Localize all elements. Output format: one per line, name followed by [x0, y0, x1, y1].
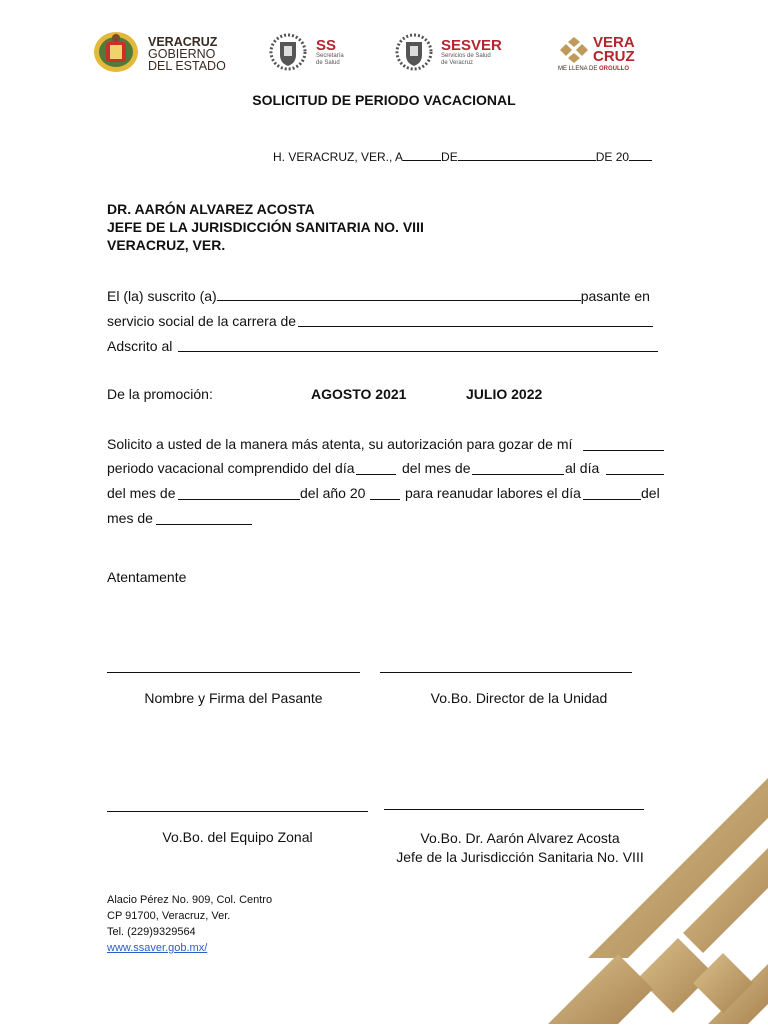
year-blank[interactable]	[629, 148, 652, 161]
veracruz-tagline	[558, 66, 629, 72]
date-prefix: H. VERACRUZ, VER., A	[273, 150, 404, 164]
request-line-3-a: del mes de	[107, 485, 176, 501]
ss-shield-icon	[268, 33, 308, 71]
sesver-title: SESVER	[441, 37, 502, 54]
mes-blank-1[interactable]	[472, 462, 564, 475]
month-blank[interactable]	[458, 148, 596, 161]
ss-sub: Secretaría	[316, 53, 344, 59]
date-de1: DE	[441, 150, 458, 164]
dia-blank-1[interactable]	[356, 462, 396, 475]
date-line	[273, 148, 652, 164]
jefe-position: Jefe de la Jurisdicción Sanitaria No. VIII	[396, 849, 644, 865]
tagline-prefix: ME LLENA DE	[558, 66, 600, 72]
name-blank[interactable]	[217, 288, 581, 301]
document-title: SOLICITUD DE PERIODO VACACIONAL	[252, 92, 516, 108]
signature-label-equipo: Vo.Bo. del Equipo Zonal	[162, 829, 313, 845]
sesver-shield-icon	[394, 33, 434, 71]
recipient-block	[107, 200, 424, 254]
closing-text: Atentamente	[107, 569, 187, 585]
request-line-3-d: del	[641, 485, 660, 501]
jefe-name: Vo.Bo. Dr. Aarón Alvarez Acosta	[420, 830, 620, 846]
veracruz-gobierno-logo-text	[148, 36, 226, 72]
footer-phone: Tel. (229)9329564	[107, 926, 196, 938]
carrera-blank[interactable]	[298, 314, 653, 327]
dia-blank-3[interactable]	[583, 487, 641, 500]
logo-line: VERACRUZ	[148, 35, 218, 49]
signature-line-director[interactable]	[380, 672, 632, 673]
adscrito-blank[interactable]	[178, 339, 658, 352]
request-text: Solicito a usted de la manera más atenta, su autorización para gozar de mí	[107, 436, 573, 452]
tagline-emph: ORGULLO	[599, 66, 630, 72]
veracruz-coat-of-arms-icon	[92, 30, 140, 74]
signature-line-pasante[interactable]	[107, 672, 360, 673]
periodo-label: periodo vacacional comprendido del día	[107, 460, 355, 476]
recipient-city: VERACRUZ, VER.	[107, 237, 226, 253]
ss-title: SS	[316, 37, 337, 54]
footer-contact	[107, 892, 272, 956]
request-line-3-b: del año 20	[300, 485, 366, 501]
sesver-logo-text	[441, 38, 502, 67]
mes-label-1: del mes de	[402, 460, 471, 476]
request-line-4: mes de	[107, 510, 153, 526]
carrera-label: servicio social de la carrera de	[107, 313, 297, 329]
logo-line: GOBIERNO	[148, 47, 216, 61]
body-line-1	[107, 288, 650, 304]
promo-label: De la promoción:	[107, 386, 213, 402]
sesver-sub: de Veracruz	[441, 60, 474, 66]
footer-cp: CP 91700, Veracruz, Ver.	[107, 910, 231, 922]
recipient-position: JEFE DE LA JURISDICCIÓN SANITARIA NO. VIII	[107, 219, 424, 235]
footer-website-link[interactable]: www.ssaver.gob.mx/	[107, 942, 208, 954]
signature-label-director: Vo.Bo. Director de la Unidad	[430, 690, 608, 706]
brand-line: VERA	[593, 34, 635, 51]
logo-line: DEL ESTADO	[148, 59, 226, 73]
ss-logo-text	[316, 38, 344, 67]
mes-blank-2[interactable]	[178, 487, 300, 500]
body-line-3	[107, 338, 172, 354]
ss-sub: de Salud	[316, 60, 340, 66]
mes-blank-3[interactable]	[156, 512, 252, 525]
anio-blank[interactable]	[370, 487, 400, 500]
header-logos	[0, 0, 768, 90]
veracruz-pattern-icon	[558, 37, 590, 63]
pasante-label: pasante en	[580, 288, 650, 304]
signature-line-equipo[interactable]	[107, 811, 368, 812]
signature-label-pasante: Nombre y Firma del Pasante	[144, 690, 323, 706]
body-line-2	[107, 313, 296, 329]
day-blank[interactable]	[403, 148, 441, 161]
request-line-2	[107, 460, 355, 476]
date-de2: DE 20	[595, 150, 630, 164]
promo-from: AGOSTO 2021	[311, 386, 407, 402]
decorative-gold-pattern	[508, 778, 768, 1024]
suscrito-label: El (la) suscrito (a)	[107, 288, 217, 304]
brand-line: CRUZ	[593, 48, 635, 65]
sesver-sub: Servicios de Salud	[441, 53, 491, 59]
dia-blank-2[interactable]	[606, 462, 664, 475]
footer-address: Alacio Pérez No. 909, Col. Centro	[107, 894, 273, 906]
adscrito-label: Adscrito al	[107, 338, 173, 354]
request-line-3-c: para reanudar labores el día	[405, 485, 581, 501]
promo-to: JULIO 2022	[466, 386, 543, 402]
request-line-1	[107, 436, 572, 452]
al-dia-label: al día	[565, 460, 600, 476]
request-blank-1[interactable]	[583, 438, 664, 451]
recipient-name: DR. AARÓN ALVAREZ ACOSTA	[107, 201, 315, 217]
veracruz-brand-text	[593, 36, 635, 64]
